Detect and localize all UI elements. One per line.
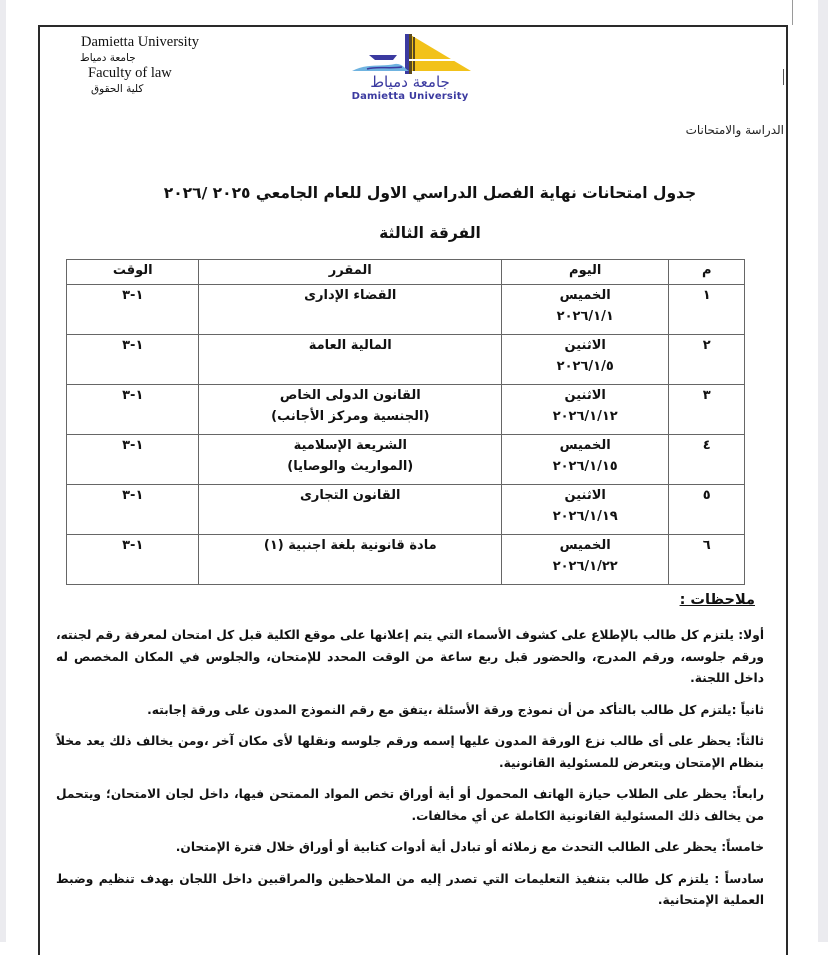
cell-time: ١-٣: [67, 285, 199, 335]
course-subtitle: (المواريث والوصايا): [287, 459, 414, 474]
cell-num: ٢: [669, 335, 745, 385]
cell-course: [199, 535, 502, 585]
exam-date: ٢٠٢٦/١/١٢: [552, 409, 618, 424]
cell-num: ٥: [669, 485, 745, 535]
faculty-name-en: Faculty of law: [88, 65, 172, 81]
exam-date: ٢٠٢٦/١/١٩: [552, 509, 618, 524]
course-name: القضاء الإدارى: [304, 288, 397, 303]
cell-day: [502, 285, 669, 335]
cell-day: [502, 485, 669, 535]
note-item: أولا: يلتزم كل طالب بالإطلاع على كشوف الأسماء التي يتم إعلانها على موقع الكلية قبل كل امتحان لمعرفة رقم لجنته، ورقم جلوسه، ورقم المدرج، والحضور قبل ربع ساعة من الوقت المحدد للإمتحان، والجلوس في المكان المخصص له داخل اللجنة.: [56, 628, 764, 685]
course-name: القانون الدولى الخاص: [279, 388, 421, 403]
document-page: [38, 25, 788, 955]
course-subtitle: (الجنسية ومركز الأجانب): [271, 409, 430, 424]
cell-course: [199, 385, 502, 435]
course-name: القانون التجارى: [299, 488, 401, 503]
day-name: الخميس: [559, 288, 611, 303]
notes-heading: ملاحظات :: [679, 592, 755, 608]
course-name: المالية العامة: [308, 338, 392, 353]
note-item: رابعاً: يحظر على الطلاب حيازة الهاتف المحمول أو أية أوراق تخص المواد الممتحن فيها، داخل لجان الامتحان؛ ويتحمل من يخالف ذلك المسئولية القانونية الكاملة عن أي مخالفات.: [56, 787, 764, 823]
logo-emblem-icon: [347, 31, 473, 75]
viewer-scrollbar-track[interactable]: [818, 0, 828, 942]
cell-time: ١-٣: [67, 385, 199, 435]
table-row: [67, 335, 745, 385]
cell-time: ١-٣: [67, 335, 199, 385]
exam-date: ٢٠٢٦/١/٢٢: [552, 559, 618, 574]
cell-day: [502, 335, 669, 385]
notes-list: [56, 625, 764, 922]
text-cursor: [783, 69, 784, 85]
exam-date: ٢٠٢٦/١/٥: [556, 359, 614, 374]
logo-text-ar: جامعة دمياط: [370, 73, 450, 91]
cell-num: ٤: [669, 435, 745, 485]
faculty-name-ar: كلية الحقوق: [91, 83, 144, 95]
table-row: [67, 435, 745, 485]
cell-day: [502, 385, 669, 435]
table-row: [67, 385, 745, 435]
cell-course: [199, 435, 502, 485]
day-name: الخميس: [559, 438, 611, 453]
cell-day: [502, 435, 669, 485]
cell-num: ٦: [669, 535, 745, 585]
exam-date: ٢٠٢٦/١/١: [556, 309, 614, 324]
cell-course: [199, 485, 502, 535]
cell-course: [199, 335, 502, 385]
note-item: خامساً: يحظر على الطالب التحدث مع زملائه أو تبادل أية أدوات كتابية أو أوراق خلال فترة الإمتحان.: [175, 840, 764, 854]
note-item: ثانياً :يلتزم كل طالب بالتأكد من أن نموذج ورقة الأسئلة ،يتفق مع رقم النموذج المدون على ورقة إجابته.: [147, 702, 764, 717]
page-subtitle: الفرقة الثالثة: [379, 224, 481, 242]
page-title: جدول امتحانات نهاية الفصل الدراسي الاول للعام الجامعي ٢٠٢٥ /٢٠٢٦: [163, 184, 697, 202]
cell-time: ١-٣: [67, 485, 199, 535]
cell-num: ٣: [669, 385, 745, 435]
cell-time: ١-٣: [67, 535, 199, 585]
day-name: الاثنين: [564, 338, 606, 353]
logo-text-en: Damietta University: [351, 91, 469, 102]
university-name-en: Damietta University: [81, 34, 199, 50]
exam-schedule-table: [66, 259, 745, 585]
table-row: [67, 535, 745, 585]
course-name: الشريعة الإسلامية: [293, 438, 407, 453]
cell-course: [199, 285, 502, 335]
letterhead: [81, 34, 221, 96]
header-day: اليوم: [502, 260, 669, 285]
table-row: [67, 485, 745, 535]
day-name: الاثنين: [564, 488, 606, 503]
note-item: ثالثاً: يحظر على أى طالب نزع الورقة المدون عليها إسمه ورقم جلوسه ونقلها لأى مكان آخر ،ومن يخالف ذلك يعد مخلاً بنظام الإمتحان ويتعرض للمسئولية القانونية.: [56, 734, 764, 770]
table-header-row: [67, 260, 745, 285]
header-time: الوقت: [67, 260, 199, 285]
cell-time: ١-٣: [67, 435, 199, 485]
viewer-left-margin: [0, 0, 6, 942]
table-row: [67, 285, 745, 335]
page-edge-line: [792, 0, 793, 25]
note-item: سادساً : يلتزم كل طالب بتنفيذ التعليمات التي تصدر إليه من الملاحظين والمراقبين داخل اللجان بهدف تنظيم وضبط العملية الإمتحانية.: [56, 871, 764, 907]
day-name: الخميس: [559, 538, 611, 553]
course-name: مادة قانونية بلغة اجنبية (١): [263, 538, 437, 553]
exam-date: ٢٠٢٦/١/١٥: [552, 459, 618, 474]
university-logo: [347, 31, 473, 107]
header-num: م: [669, 260, 745, 285]
day-name: الاثنين: [564, 388, 606, 403]
department-label: الدراسة والامتحانات: [685, 123, 784, 137]
cell-num: ١: [669, 285, 745, 335]
header-course: المقرر: [199, 260, 502, 285]
cell-day: [502, 535, 669, 585]
university-name-ar: جامعة دمياط: [80, 52, 136, 64]
